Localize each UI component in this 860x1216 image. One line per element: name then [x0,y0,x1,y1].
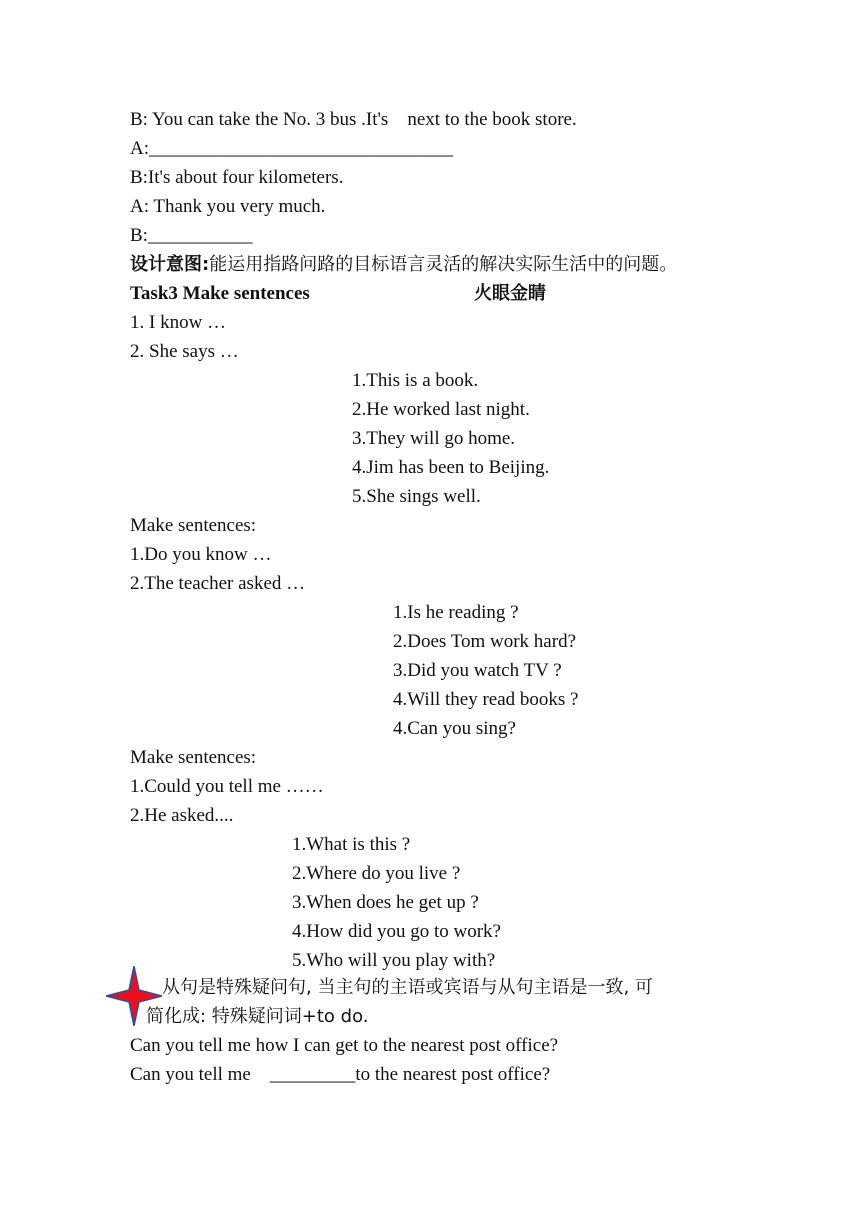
sentence: 2.He worked last night. [352,399,530,420]
sentence: 1.What is this ? [292,834,411,855]
prompt: 2.The teacher asked … [130,573,306,594]
note-line: 简化成: 特殊疑问词+to do. [146,1006,369,1027]
sentence: 2.Does Tom work hard? [393,631,577,652]
sentence: 4.How did you go to work? [292,921,501,942]
sentence: 5.She sings well. [352,486,481,507]
dialogue-line: B: You can take the No. 3 bus .It's next to the book store. [130,109,577,130]
section-label: Make sentences: [130,747,257,768]
example-sentence: Can you tell me how I can get to the nearest post office? [130,1035,559,1056]
example-sentence: Can you tell me _________to the nearest post office? [130,1064,551,1085]
prompt: 1.Could you tell me …… [130,776,324,797]
sentence: 3.They will go home. [352,428,516,449]
sentence: 4.Jim has been to Beijing. [352,457,550,478]
prompt: 2.He asked.... [130,805,234,826]
sentence: 1.Is he reading ? [393,602,519,623]
prompt: 1.Do you know … [130,544,272,565]
dialogue-line: A:________________________________ [130,138,453,159]
sentence: 3.When does he get up ? [292,892,479,913]
dialogue-line: B:It's about four kilometers. [130,167,344,188]
sentence: 3.Did you watch TV ? [393,660,562,681]
sentence: 4.Can you sing? [393,718,516,739]
prompt: 1. I know … [130,312,227,333]
sentence: 5.Who will you play with? [292,950,496,971]
design-intent-text: 能运用指路问路的目标语言灵活的解决实际生活中的问题。 [209,254,678,275]
note-line: 从句是特殊疑问句, 当主句的主语或宾语与从句主语是一致, 可 [162,977,653,998]
dialogue-line: A: Thank you very much. [130,196,326,217]
task3-title: Task3 Make sentences [130,283,310,304]
sentence: 4.Will they read books ? [393,689,579,710]
sentence: 1.This is a book. [352,370,479,391]
dialogue-line: B:___________ [130,225,253,246]
design-intent [130,253,677,277]
prompt: 2. She says … [130,341,239,362]
section-label: Make sentences: [130,515,257,536]
sentence: 2.Where do you live ? [292,863,461,884]
design-intent-label: 设计意图: [130,254,210,275]
task3-subtitle: 火眼金睛 [474,283,546,304]
